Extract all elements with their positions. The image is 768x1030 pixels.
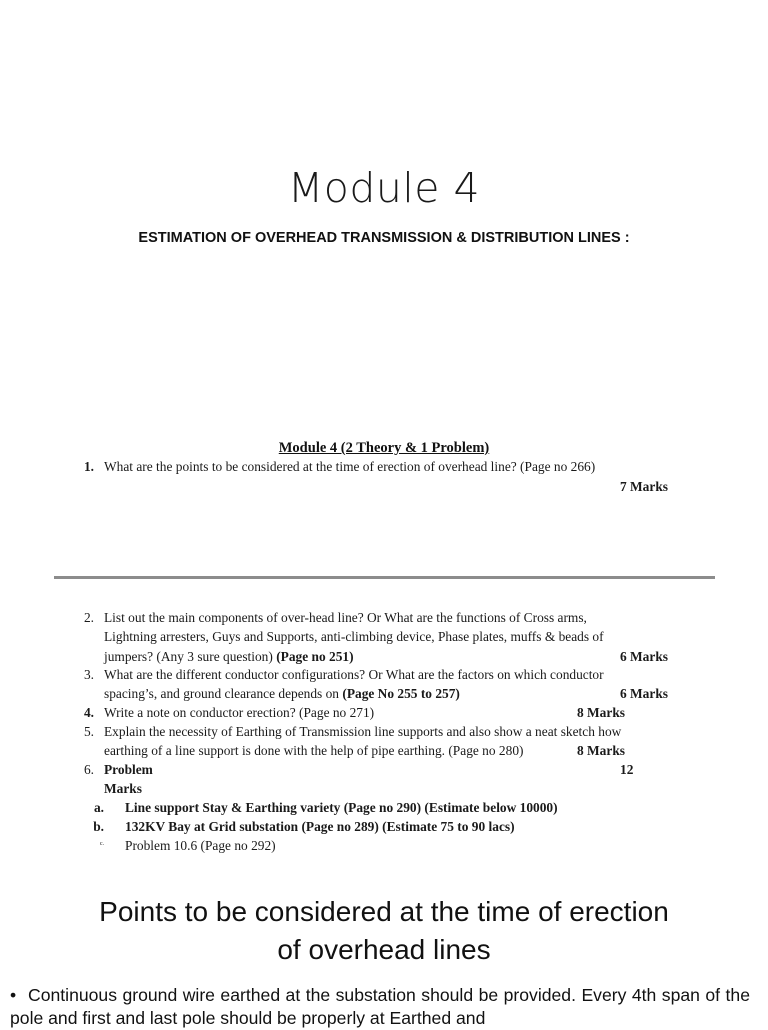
sub-item-letter: a.	[93, 800, 104, 815]
section-divider	[54, 576, 715, 579]
sub-item-text: Line support Stay & Earthing variety (Page no 290) (Estimate below 10000)	[125, 800, 558, 815]
question-number: 2.	[83, 610, 94, 625]
question-number: 3.	[83, 667, 94, 682]
question-text: What are the points to be considered at the time of erection of overhead line? (Page no 266)	[104, 459, 596, 474]
module-title: Module 4	[287, 164, 481, 212]
question-marks: 7 Marks	[620, 479, 668, 494]
question-page-ref: (Page No 255 to 257)	[342, 686, 460, 701]
bullet-paragraph	[10, 984, 750, 1030]
sub-item-letter: b.	[93, 819, 104, 834]
problem-label: Problem	[104, 762, 153, 777]
sub-item-letter: c.	[99, 841, 104, 847]
bullet-icon: •	[10, 985, 17, 1005]
sub-item-text: Problem 10.6 (Page no 292)	[125, 838, 276, 853]
question-text-line: earthing of a line support is done with the help of pipe earthing. (Page no 280)	[104, 743, 524, 758]
question-text-line: jumpers? (Any 3 sure question)	[104, 649, 273, 664]
question-sheet-heading: Module 4 (2 Theory & 1 Problem)	[278, 440, 490, 456]
question-marks: 8 Marks	[577, 743, 625, 758]
question-page-ref: (Page no 251)	[276, 649, 354, 664]
problem-marks-word: Marks	[104, 781, 142, 796]
question-number: 5.	[83, 724, 94, 739]
question-marks: 8 Marks	[577, 705, 625, 720]
question-number: 6.	[83, 762, 94, 777]
sub-item-text: 132KV Bay at Grid substation (Page no 289) (Estimate 75 to 90 lacs)	[125, 819, 515, 834]
question-number: 1.	[83, 459, 94, 474]
section-heading-line: of overhead lines	[277, 934, 491, 965]
bullet-text: Continuous ground wire earthed at the substation should be provided. Every 4th span of the pole and first and last pole should be properly at Earthed and	[10, 985, 750, 1028]
section-heading	[0, 893, 768, 969]
question-text-line: What are the different conductor configurations? Or What are the factors on which conductor	[104, 667, 604, 682]
question-text-line: List out the main components of over-head line? Or What are the functions of Cross arms,	[104, 610, 587, 625]
question-marks: 6 Marks	[620, 686, 668, 701]
section-heading-line: Points to be considered at the time of erection	[99, 896, 669, 927]
question-text-line: Explain the necessity of Earthing of Transmission line supports and also show a neat sketch how	[104, 724, 622, 739]
question-text: Write a note on conductor erection? (Page no 271)	[104, 705, 375, 720]
problem-marks-value: 12	[620, 762, 634, 777]
question-marks: 6 Marks	[620, 649, 668, 664]
question-text-line: Lightning arresters, Guys and Supports, anti-climbing device, Phase plates, muffs & beads of	[104, 629, 604, 644]
question-number: 4.	[83, 705, 94, 720]
module-subtitle: ESTIMATION OF OVERHEAD TRANSMISSION & DISTRIBUTION LINES :	[138, 230, 630, 246]
question-text-line: spacing’s, and ground clearance depends on	[104, 686, 339, 701]
